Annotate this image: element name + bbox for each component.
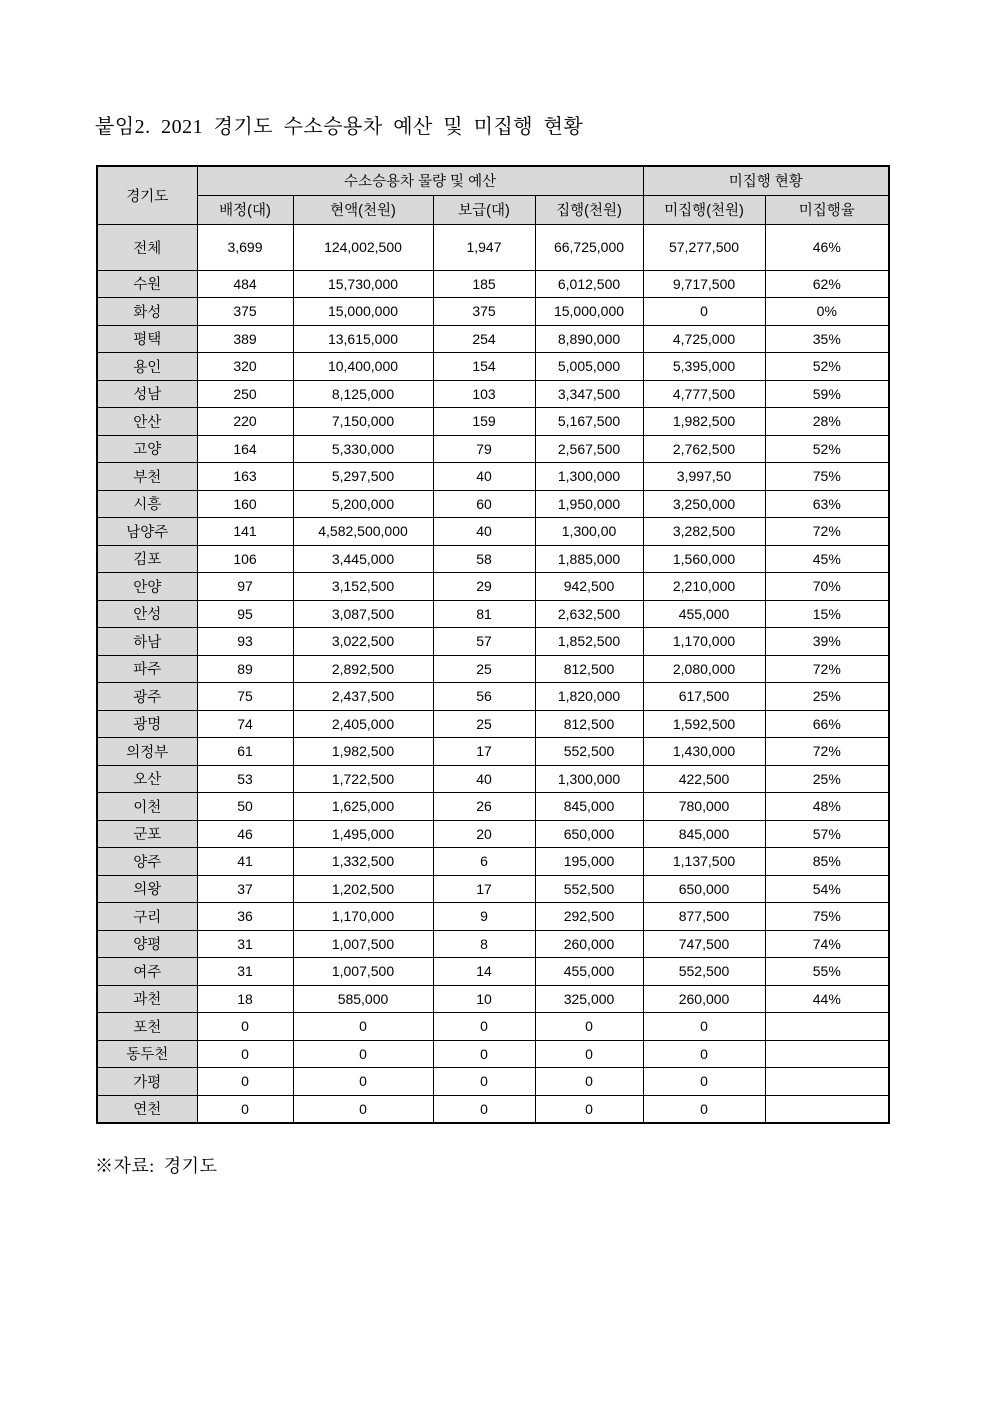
region-cell: 오산 xyxy=(97,765,197,793)
value-cell-supplied: 20 xyxy=(433,820,535,848)
budget-table xyxy=(96,165,890,1124)
value-cell-allocated: 61 xyxy=(197,738,293,766)
region-cell: 용인 xyxy=(97,353,197,381)
value-cell-executed: 1,820,000 xyxy=(535,683,643,711)
value-cell-allocated: 164 xyxy=(197,435,293,463)
value-cell-allocated: 75 xyxy=(197,683,293,711)
value-cell-supplied: 8 xyxy=(433,930,535,958)
value-cell-rate xyxy=(765,1013,889,1041)
value-cell-amount: 4,582,500,000 xyxy=(293,518,433,546)
value-cell-allocated: 0 xyxy=(197,1013,293,1041)
value-cell-executed: 325,000 xyxy=(535,985,643,1013)
value-cell-unexecuted: 1,560,000 xyxy=(643,545,765,573)
value-cell-unexecuted: 0 xyxy=(643,1013,765,1041)
value-cell-executed: 0 xyxy=(535,1040,643,1068)
group-header-unexecuted: 미집행 현황 xyxy=(643,166,889,195)
value-cell-supplied: 10 xyxy=(433,985,535,1013)
value-cell-supplied: 29 xyxy=(433,573,535,601)
total-row xyxy=(97,224,889,270)
region-cell: 이천 xyxy=(97,793,197,821)
region-cell: 파주 xyxy=(97,655,197,683)
group-header-budget: 수소승용차 물량 및 예산 xyxy=(197,166,643,195)
value-cell-unexecuted: 3,250,000 xyxy=(643,490,765,518)
value-cell-executed: 650,000 xyxy=(535,820,643,848)
value-cell-rate: 15% xyxy=(765,600,889,628)
value-cell-supplied: 40 xyxy=(433,765,535,793)
region-cell: 고양 xyxy=(97,435,197,463)
value-cell-unexecuted: 3,997,50 xyxy=(643,463,765,491)
value-cell-allocated: 320 xyxy=(197,353,293,381)
table-row xyxy=(97,408,889,436)
value-cell-allocated: 93 xyxy=(197,628,293,656)
table-row xyxy=(97,380,889,408)
value-cell-supplied: 0 xyxy=(433,1068,535,1096)
value-cell-executed: 1,300,000 xyxy=(535,765,643,793)
value-cell-supplied: 57 xyxy=(433,628,535,656)
table-row xyxy=(97,325,889,353)
value-cell-unexecuted: 650,000 xyxy=(643,875,765,903)
value-cell-amount: 2,892,500 xyxy=(293,655,433,683)
value-cell-rate xyxy=(765,1095,889,1123)
value-cell-amount: 0 xyxy=(293,1013,433,1041)
corner-header-gyeonggido: 경기도 xyxy=(97,166,197,224)
value-cell-allocated: 163 xyxy=(197,463,293,491)
value-cell-rate: 28% xyxy=(765,408,889,436)
value-cell-rate xyxy=(765,1040,889,1068)
value-cell-unexecuted: 2,210,000 xyxy=(643,573,765,601)
value-cell-rate: 75% xyxy=(765,903,889,931)
value-cell-supplied: 14 xyxy=(433,958,535,986)
value-cell-rate: 55% xyxy=(765,958,889,986)
value-cell-unexecuted: 2,762,500 xyxy=(643,435,765,463)
value-cell-supplied: 103 xyxy=(433,380,535,408)
region-cell: 과천 xyxy=(97,985,197,1013)
value-cell-unexecuted: 2,080,000 xyxy=(643,655,765,683)
value-cell-supplied: 9 xyxy=(433,903,535,931)
value-cell-amount: 1,007,500 xyxy=(293,958,433,986)
value-cell-unexecuted: 5,395,000 xyxy=(643,353,765,381)
value-cell-supplied: 1,947 xyxy=(433,224,535,270)
region-cell: 평택 xyxy=(97,325,197,353)
value-cell-unexecuted: 422,500 xyxy=(643,765,765,793)
value-cell-executed: 1,300,00 xyxy=(535,518,643,546)
value-cell-allocated: 31 xyxy=(197,958,293,986)
region-cell: 전체 xyxy=(97,224,197,270)
value-cell-supplied: 60 xyxy=(433,490,535,518)
value-cell-amount: 13,615,000 xyxy=(293,325,433,353)
value-cell-unexecuted: 1,592,500 xyxy=(643,710,765,738)
value-cell-supplied: 25 xyxy=(433,710,535,738)
value-cell-unexecuted: 4,777,500 xyxy=(643,380,765,408)
value-cell-allocated: 97 xyxy=(197,573,293,601)
value-cell-rate: 70% xyxy=(765,573,889,601)
value-cell-supplied: 159 xyxy=(433,408,535,436)
table-row xyxy=(97,1095,889,1123)
value-cell-supplied: 26 xyxy=(433,793,535,821)
value-cell-amount: 585,000 xyxy=(293,985,433,1013)
value-cell-executed: 812,500 xyxy=(535,655,643,683)
region-cell: 양주 xyxy=(97,848,197,876)
table-row xyxy=(97,573,889,601)
value-cell-amount: 8,125,000 xyxy=(293,380,433,408)
value-cell-rate: 0% xyxy=(765,298,889,326)
region-cell: 안양 xyxy=(97,573,197,601)
value-cell-unexecuted: 260,000 xyxy=(643,985,765,1013)
source-note: ※자료: 경기도 xyxy=(95,1156,218,1176)
value-cell-allocated: 484 xyxy=(197,270,293,298)
value-cell-amount: 0 xyxy=(293,1040,433,1068)
value-cell-rate: 52% xyxy=(765,435,889,463)
table-row xyxy=(97,903,889,931)
col-header-supplied: 보급(대) xyxy=(433,195,535,224)
value-cell-allocated: 160 xyxy=(197,490,293,518)
table-row xyxy=(97,490,889,518)
value-cell-amount: 1,495,000 xyxy=(293,820,433,848)
value-cell-supplied: 40 xyxy=(433,518,535,546)
table-row xyxy=(97,435,889,463)
value-cell-amount: 10,400,000 xyxy=(293,353,433,381)
value-cell-executed: 5,167,500 xyxy=(535,408,643,436)
value-cell-amount: 3,087,500 xyxy=(293,600,433,628)
table-row xyxy=(97,738,889,766)
table-row xyxy=(97,1040,889,1068)
value-cell-amount: 1,170,000 xyxy=(293,903,433,931)
value-cell-supplied: 375 xyxy=(433,298,535,326)
value-cell-supplied: 254 xyxy=(433,325,535,353)
value-cell-executed: 1,885,000 xyxy=(535,545,643,573)
value-cell-executed: 195,000 xyxy=(535,848,643,876)
region-cell: 수원 xyxy=(97,270,197,298)
table-row xyxy=(97,600,889,628)
value-cell-rate: 57% xyxy=(765,820,889,848)
value-cell-supplied: 17 xyxy=(433,875,535,903)
table-row xyxy=(97,958,889,986)
value-cell-rate: 39% xyxy=(765,628,889,656)
value-cell-executed: 552,500 xyxy=(535,738,643,766)
value-cell-allocated: 0 xyxy=(197,1040,293,1068)
value-cell-supplied: 0 xyxy=(433,1095,535,1123)
table-row xyxy=(97,875,889,903)
value-cell-amount: 1,722,500 xyxy=(293,765,433,793)
value-cell-amount: 2,405,000 xyxy=(293,710,433,738)
col-header-unexecuted-rate: 미집행율 xyxy=(765,195,889,224)
value-cell-allocated: 89 xyxy=(197,655,293,683)
value-cell-executed: 8,890,000 xyxy=(535,325,643,353)
value-cell-allocated: 36 xyxy=(197,903,293,931)
table-row xyxy=(97,793,889,821)
table-row xyxy=(97,655,889,683)
value-cell-rate: 72% xyxy=(765,518,889,546)
value-cell-executed: 455,000 xyxy=(535,958,643,986)
col-header-amount: 현액(천원) xyxy=(293,195,433,224)
table-header xyxy=(97,166,889,224)
value-cell-unexecuted: 3,282,500 xyxy=(643,518,765,546)
value-cell-allocated: 3,699 xyxy=(197,224,293,270)
value-cell-executed: 2,567,500 xyxy=(535,435,643,463)
col-header-allocated: 배정(대) xyxy=(197,195,293,224)
value-cell-unexecuted: 0 xyxy=(643,1068,765,1096)
group-header-row xyxy=(97,166,889,195)
value-cell-rate: 59% xyxy=(765,380,889,408)
value-cell-allocated: 375 xyxy=(197,298,293,326)
value-cell-amount: 1,625,000 xyxy=(293,793,433,821)
region-cell: 광명 xyxy=(97,710,197,738)
value-cell-rate: 66% xyxy=(765,710,889,738)
value-cell-supplied: 154 xyxy=(433,353,535,381)
value-cell-amount: 1,982,500 xyxy=(293,738,433,766)
table-row xyxy=(97,270,889,298)
value-cell-unexecuted: 747,500 xyxy=(643,930,765,958)
value-cell-unexecuted: 1,982,500 xyxy=(643,408,765,436)
region-cell: 광주 xyxy=(97,683,197,711)
value-cell-amount: 3,022,500 xyxy=(293,628,433,656)
value-cell-executed: 260,000 xyxy=(535,930,643,958)
value-cell-rate: 72% xyxy=(765,655,889,683)
value-cell-executed: 5,005,000 xyxy=(535,353,643,381)
value-cell-supplied: 0 xyxy=(433,1040,535,1068)
value-cell-rate: 46% xyxy=(765,224,889,270)
value-cell-supplied: 25 xyxy=(433,655,535,683)
value-cell-amount: 1,332,500 xyxy=(293,848,433,876)
table-row xyxy=(97,545,889,573)
value-cell-allocated: 37 xyxy=(197,875,293,903)
region-cell: 연천 xyxy=(97,1095,197,1123)
table-row xyxy=(97,985,889,1013)
value-cell-allocated: 18 xyxy=(197,985,293,1013)
table-row xyxy=(97,298,889,326)
table-row xyxy=(97,765,889,793)
value-cell-supplied: 17 xyxy=(433,738,535,766)
value-cell-allocated: 250 xyxy=(197,380,293,408)
region-cell: 안산 xyxy=(97,408,197,436)
region-cell: 가평 xyxy=(97,1068,197,1096)
value-cell-executed: 942,500 xyxy=(535,573,643,601)
value-cell-amount: 1,202,500 xyxy=(293,875,433,903)
value-cell-allocated: 106 xyxy=(197,545,293,573)
value-cell-executed: 552,500 xyxy=(535,875,643,903)
table-row xyxy=(97,683,889,711)
value-cell-rate: 52% xyxy=(765,353,889,381)
table-row xyxy=(97,710,889,738)
region-cell: 의정부 xyxy=(97,738,197,766)
value-cell-rate: 44% xyxy=(765,985,889,1013)
table-body xyxy=(97,224,889,1123)
value-cell-amount: 0 xyxy=(293,1068,433,1096)
value-cell-supplied: 56 xyxy=(433,683,535,711)
value-cell-unexecuted: 552,500 xyxy=(643,958,765,986)
region-cell: 성남 xyxy=(97,380,197,408)
value-cell-supplied: 40 xyxy=(433,463,535,491)
value-cell-rate: 25% xyxy=(765,683,889,711)
value-cell-amount: 3,445,000 xyxy=(293,545,433,573)
table-row xyxy=(97,848,889,876)
value-cell-amount: 1,007,500 xyxy=(293,930,433,958)
value-cell-executed: 292,500 xyxy=(535,903,643,931)
value-cell-executed: 2,632,500 xyxy=(535,600,643,628)
value-cell-amount: 5,297,500 xyxy=(293,463,433,491)
value-cell-allocated: 74 xyxy=(197,710,293,738)
region-cell: 의왕 xyxy=(97,875,197,903)
value-cell-allocated: 95 xyxy=(197,600,293,628)
value-cell-allocated: 0 xyxy=(197,1068,293,1096)
value-cell-unexecuted: 845,000 xyxy=(643,820,765,848)
value-cell-unexecuted: 617,500 xyxy=(643,683,765,711)
value-cell-rate: 35% xyxy=(765,325,889,353)
value-cell-rate: 85% xyxy=(765,848,889,876)
value-cell-allocated: 31 xyxy=(197,930,293,958)
col-header-executed: 집행(천원) xyxy=(535,195,643,224)
value-cell-executed: 845,000 xyxy=(535,793,643,821)
value-cell-amount: 0 xyxy=(293,1095,433,1123)
value-cell-unexecuted: 1,137,500 xyxy=(643,848,765,876)
sub-header-row xyxy=(97,195,889,224)
value-cell-allocated: 46 xyxy=(197,820,293,848)
value-cell-executed: 0 xyxy=(535,1013,643,1041)
value-cell-unexecuted: 780,000 xyxy=(643,793,765,821)
value-cell-executed: 3,347,500 xyxy=(535,380,643,408)
table-row xyxy=(97,353,889,381)
region-cell: 포천 xyxy=(97,1013,197,1041)
value-cell-unexecuted: 57,277,500 xyxy=(643,224,765,270)
value-cell-rate xyxy=(765,1068,889,1096)
value-cell-rate: 75% xyxy=(765,463,889,491)
value-cell-unexecuted: 9,717,500 xyxy=(643,270,765,298)
region-cell: 군포 xyxy=(97,820,197,848)
value-cell-rate: 72% xyxy=(765,738,889,766)
value-cell-unexecuted: 0 xyxy=(643,298,765,326)
value-cell-executed: 812,500 xyxy=(535,710,643,738)
region-cell: 김포 xyxy=(97,545,197,573)
value-cell-amount: 2,437,500 xyxy=(293,683,433,711)
table-row xyxy=(97,628,889,656)
region-cell: 여주 xyxy=(97,958,197,986)
region-cell: 부천 xyxy=(97,463,197,491)
value-cell-executed: 1,950,000 xyxy=(535,490,643,518)
value-cell-amount: 124,002,500 xyxy=(293,224,433,270)
value-cell-allocated: 220 xyxy=(197,408,293,436)
value-cell-amount: 5,330,000 xyxy=(293,435,433,463)
table-row xyxy=(97,820,889,848)
value-cell-allocated: 53 xyxy=(197,765,293,793)
value-cell-supplied: 58 xyxy=(433,545,535,573)
value-cell-rate: 63% xyxy=(765,490,889,518)
value-cell-supplied: 185 xyxy=(433,270,535,298)
value-cell-amount: 7,150,000 xyxy=(293,408,433,436)
value-cell-allocated: 141 xyxy=(197,518,293,546)
value-cell-allocated: 389 xyxy=(197,325,293,353)
value-cell-rate: 62% xyxy=(765,270,889,298)
value-cell-executed: 6,012,500 xyxy=(535,270,643,298)
value-cell-amount: 3,152,500 xyxy=(293,573,433,601)
region-cell: 화성 xyxy=(97,298,197,326)
value-cell-supplied: 0 xyxy=(433,1013,535,1041)
value-cell-unexecuted: 0 xyxy=(643,1040,765,1068)
value-cell-allocated: 41 xyxy=(197,848,293,876)
value-cell-supplied: 81 xyxy=(433,600,535,628)
value-cell-unexecuted: 1,170,000 xyxy=(643,628,765,656)
table-row xyxy=(97,518,889,546)
value-cell-unexecuted: 1,430,000 xyxy=(643,738,765,766)
region-cell: 안성 xyxy=(97,600,197,628)
value-cell-executed: 1,300,000 xyxy=(535,463,643,491)
value-cell-amount: 15,000,000 xyxy=(293,298,433,326)
value-cell-executed: 66,725,000 xyxy=(535,224,643,270)
value-cell-rate: 54% xyxy=(765,875,889,903)
region-cell: 동두천 xyxy=(97,1040,197,1068)
region-cell: 구리 xyxy=(97,903,197,931)
value-cell-rate: 48% xyxy=(765,793,889,821)
col-header-unexecuted-amount: 미집행(천원) xyxy=(643,195,765,224)
value-cell-allocated: 0 xyxy=(197,1095,293,1123)
value-cell-unexecuted: 0 xyxy=(643,1095,765,1123)
value-cell-supplied: 79 xyxy=(433,435,535,463)
document-title: 붙임2. 2021 경기도 수소승용차 예산 및 미집행 현황 xyxy=(95,116,584,138)
value-cell-unexecuted: 455,000 xyxy=(643,600,765,628)
value-cell-amount: 5,200,000 xyxy=(293,490,433,518)
value-cell-allocated: 50 xyxy=(197,793,293,821)
region-cell: 남양주 xyxy=(97,518,197,546)
table-row xyxy=(97,1068,889,1096)
value-cell-rate: 74% xyxy=(765,930,889,958)
table-row xyxy=(97,930,889,958)
region-cell: 하남 xyxy=(97,628,197,656)
region-cell: 시흥 xyxy=(97,490,197,518)
value-cell-executed: 0 xyxy=(535,1095,643,1123)
value-cell-supplied: 6 xyxy=(433,848,535,876)
value-cell-rate: 25% xyxy=(765,765,889,793)
table-row xyxy=(97,1013,889,1041)
region-cell: 양평 xyxy=(97,930,197,958)
value-cell-executed: 15,000,000 xyxy=(535,298,643,326)
value-cell-unexecuted: 877,500 xyxy=(643,903,765,931)
value-cell-executed: 1,852,500 xyxy=(535,628,643,656)
value-cell-rate: 45% xyxy=(765,545,889,573)
value-cell-executed: 0 xyxy=(535,1068,643,1096)
value-cell-unexecuted: 4,725,000 xyxy=(643,325,765,353)
value-cell-amount: 15,730,000 xyxy=(293,270,433,298)
table-row xyxy=(97,463,889,491)
